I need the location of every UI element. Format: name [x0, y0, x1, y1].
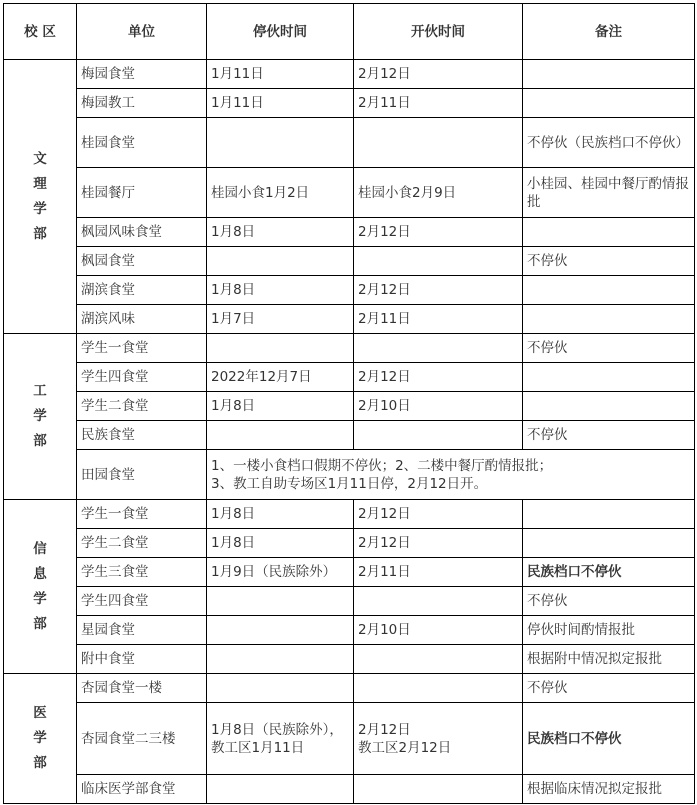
- header-unit: 单位: [77, 4, 207, 60]
- stop-time-cell: [207, 616, 354, 645]
- note-cell: 小桂园、桂园中餐厅酌情报批: [523, 168, 695, 218]
- merged-note-cell: [207, 450, 695, 500]
- header-open-time: 开伙时间: [354, 4, 523, 60]
- open-time-cell: 2月10日: [354, 616, 523, 645]
- campus-name-char: 学: [33, 590, 47, 607]
- stop-time-cell: [207, 334, 354, 363]
- campus-name-char: 部: [33, 433, 47, 449]
- note-cell: [523, 305, 695, 334]
- stop-time-cell: 1月8日（民族除外），教工区1月11日: [207, 703, 354, 775]
- campus-name: [4, 147, 76, 247]
- open-time-cell: 2月11日: [354, 89, 523, 118]
- stop-time-cell: 1月8日: [207, 500, 354, 529]
- open-time-line: 2月12日: [358, 721, 411, 738]
- unit-cell: 学生四食堂: [77, 363, 207, 392]
- unit-cell: 学生二食堂: [77, 529, 207, 558]
- open-time-cell: [354, 674, 523, 703]
- unit-cell: 临床医学部食堂: [77, 775, 207, 804]
- open-time-cell: [354, 645, 523, 674]
- campus-name-char: 息: [33, 565, 47, 582]
- unit-cell: 杏园食堂二三楼: [77, 703, 207, 775]
- campus-cell: [4, 674, 77, 804]
- campus-name-char: 学: [33, 408, 47, 424]
- unit-cell: 枫园风味食堂: [77, 218, 207, 247]
- campus-name: [4, 537, 76, 637]
- open-time-cell: 桂园小食2月9日: [354, 168, 523, 218]
- campus-name-char: 部: [33, 225, 47, 242]
- campus-name-char: 部: [33, 615, 47, 632]
- note-cell: 不停伙（民族档口不停伙）: [523, 118, 695, 168]
- table-row: [4, 500, 695, 529]
- note-cell: 根据临床情况拟定报批: [523, 775, 695, 804]
- campus-name-char: 部: [33, 755, 47, 771]
- table-row: [4, 247, 695, 276]
- note-cell: [523, 529, 695, 558]
- table-row: [4, 218, 695, 247]
- unit-cell: 桂园餐厅: [77, 168, 207, 218]
- campus-name-char: 医: [33, 705, 47, 721]
- unit-cell: 民族食堂: [77, 421, 207, 450]
- open-time-cell: 2月10日: [354, 392, 523, 421]
- stop-time-cell: 桂园小食1月2日: [207, 168, 354, 218]
- stop-time-cell: 1月8日: [207, 529, 354, 558]
- open-time-cell: 2月11日: [354, 305, 523, 334]
- stop-time-cell: 1月8日: [207, 218, 354, 247]
- table-row: [4, 305, 695, 334]
- table-row: [4, 363, 695, 392]
- campus-name-char: 工: [33, 383, 47, 399]
- open-time-cell: [354, 421, 523, 450]
- table-row: [4, 775, 695, 804]
- campus-cell: [4, 334, 77, 500]
- campus-name-char: 理: [33, 175, 47, 192]
- note-cell: [523, 218, 695, 247]
- unit-cell: 星园食堂: [77, 616, 207, 645]
- unit-cell: 学生一食堂: [77, 500, 207, 529]
- stop-time-cell: 1月11日: [207, 60, 354, 89]
- note-cell: 不停伙: [523, 334, 695, 363]
- table-row: [4, 168, 695, 218]
- note-cell: 不停伙: [523, 674, 695, 703]
- stop-time-cell: 1月8日: [207, 392, 354, 421]
- table-row: [4, 616, 695, 645]
- campus-name-char: 信: [33, 540, 47, 557]
- stop-time-cell: 1月11日: [207, 89, 354, 118]
- stop-time-cell: [207, 118, 354, 168]
- note-cell: [523, 392, 695, 421]
- campus-cell: [4, 500, 77, 674]
- open-time-cell: 2月12日: [354, 363, 523, 392]
- note-cell: 民族档口不停伙: [523, 703, 695, 775]
- stop-time-cell: 1月8日: [207, 276, 354, 305]
- open-time-cell: 2月12日: [354, 500, 523, 529]
- unit-cell: 杏园食堂一楼: [77, 674, 207, 703]
- unit-cell: 枫园食堂: [77, 247, 207, 276]
- open-time-cell: 2月12日: [354, 60, 523, 89]
- open-time-cell: [354, 118, 523, 168]
- table-row: [4, 421, 695, 450]
- canteen-schedule-table: [3, 3, 695, 804]
- stop-time-cell: [207, 645, 354, 674]
- header-stop-time: 停伙时间: [207, 4, 354, 60]
- unit-cell: 湖滨风味: [77, 305, 207, 334]
- table-row: [4, 392, 695, 421]
- unit-cell: 湖滨食堂: [77, 276, 207, 305]
- table-row: [4, 674, 695, 703]
- note-cell: [523, 276, 695, 305]
- table-row: [4, 558, 695, 587]
- unit-cell: 梅园食堂: [77, 60, 207, 89]
- open-time-cell: [354, 587, 523, 616]
- campus-name-char: 学: [33, 200, 47, 217]
- open-time-cell: [354, 247, 523, 276]
- header-campus: 校 区: [4, 4, 77, 60]
- stop-time-cell: 2022年12月7日: [207, 363, 354, 392]
- unit-cell: 梅园教工: [77, 89, 207, 118]
- table-row: [4, 529, 695, 558]
- campus-cell: [4, 60, 77, 334]
- open-time-cell: [354, 775, 523, 804]
- table-row: [4, 645, 695, 674]
- stop-time-cell: [207, 775, 354, 804]
- stop-time-cell: [207, 587, 354, 616]
- campus-name-char: 学: [33, 730, 47, 746]
- table-row: [4, 450, 695, 500]
- campus-name: [4, 701, 76, 776]
- table-row: [4, 276, 695, 305]
- open-time-cell: [354, 703, 523, 775]
- unit-cell: 田园食堂: [77, 450, 207, 500]
- note-cell: [523, 500, 695, 529]
- table-row: [4, 118, 695, 168]
- stop-time-cell: [207, 247, 354, 276]
- unit-cell: 学生四食堂: [77, 587, 207, 616]
- open-time-cell: [354, 334, 523, 363]
- note-cell: 不停伙: [523, 247, 695, 276]
- note-cell: 根据附中情况拟定报批: [523, 645, 695, 674]
- table-row: [4, 703, 695, 775]
- note-cell: 不停伙: [523, 587, 695, 616]
- header-row: [4, 4, 695, 60]
- note-cell: 不停伙: [523, 421, 695, 450]
- open-time-cell: 2月12日: [354, 276, 523, 305]
- campus-name-char: 文: [33, 150, 47, 167]
- note-cell: [523, 60, 695, 89]
- open-time-line: 教工区2月12日: [358, 739, 452, 756]
- header-note: 备注: [523, 4, 695, 60]
- unit-cell: 学生三食堂: [77, 558, 207, 587]
- stop-time-cell: [207, 674, 354, 703]
- note-cell: [523, 89, 695, 118]
- table-row: [4, 60, 695, 89]
- campus-name: [4, 379, 76, 454]
- open-time-cell: 2月11日: [354, 558, 523, 587]
- unit-cell: 学生二食堂: [77, 392, 207, 421]
- unit-cell: 学生一食堂: [77, 334, 207, 363]
- note-cell: 停伙时间酌情报批: [523, 616, 695, 645]
- note-cell: 民族档口不停伙: [523, 558, 695, 587]
- stop-time-cell: [207, 421, 354, 450]
- stop-time-cell: 1月9日（民族除外）: [207, 558, 354, 587]
- open-time-cell: 2月12日: [354, 529, 523, 558]
- unit-cell: 桂园食堂: [77, 118, 207, 168]
- table-row: [4, 89, 695, 118]
- merged-note-line: 1、一楼小食档口假期不停伙；2、二楼中餐厅酌情报批；: [211, 457, 553, 474]
- note-cell: [523, 363, 695, 392]
- stop-time-cell: 1月7日: [207, 305, 354, 334]
- merged-note-line: 3、教工自助专场区1月11日停，2月12日开。: [211, 475, 488, 492]
- unit-cell: 附中食堂: [77, 645, 207, 674]
- table-row: [4, 587, 695, 616]
- open-time-cell: 2月12日: [354, 218, 523, 247]
- table-row: [4, 334, 695, 363]
